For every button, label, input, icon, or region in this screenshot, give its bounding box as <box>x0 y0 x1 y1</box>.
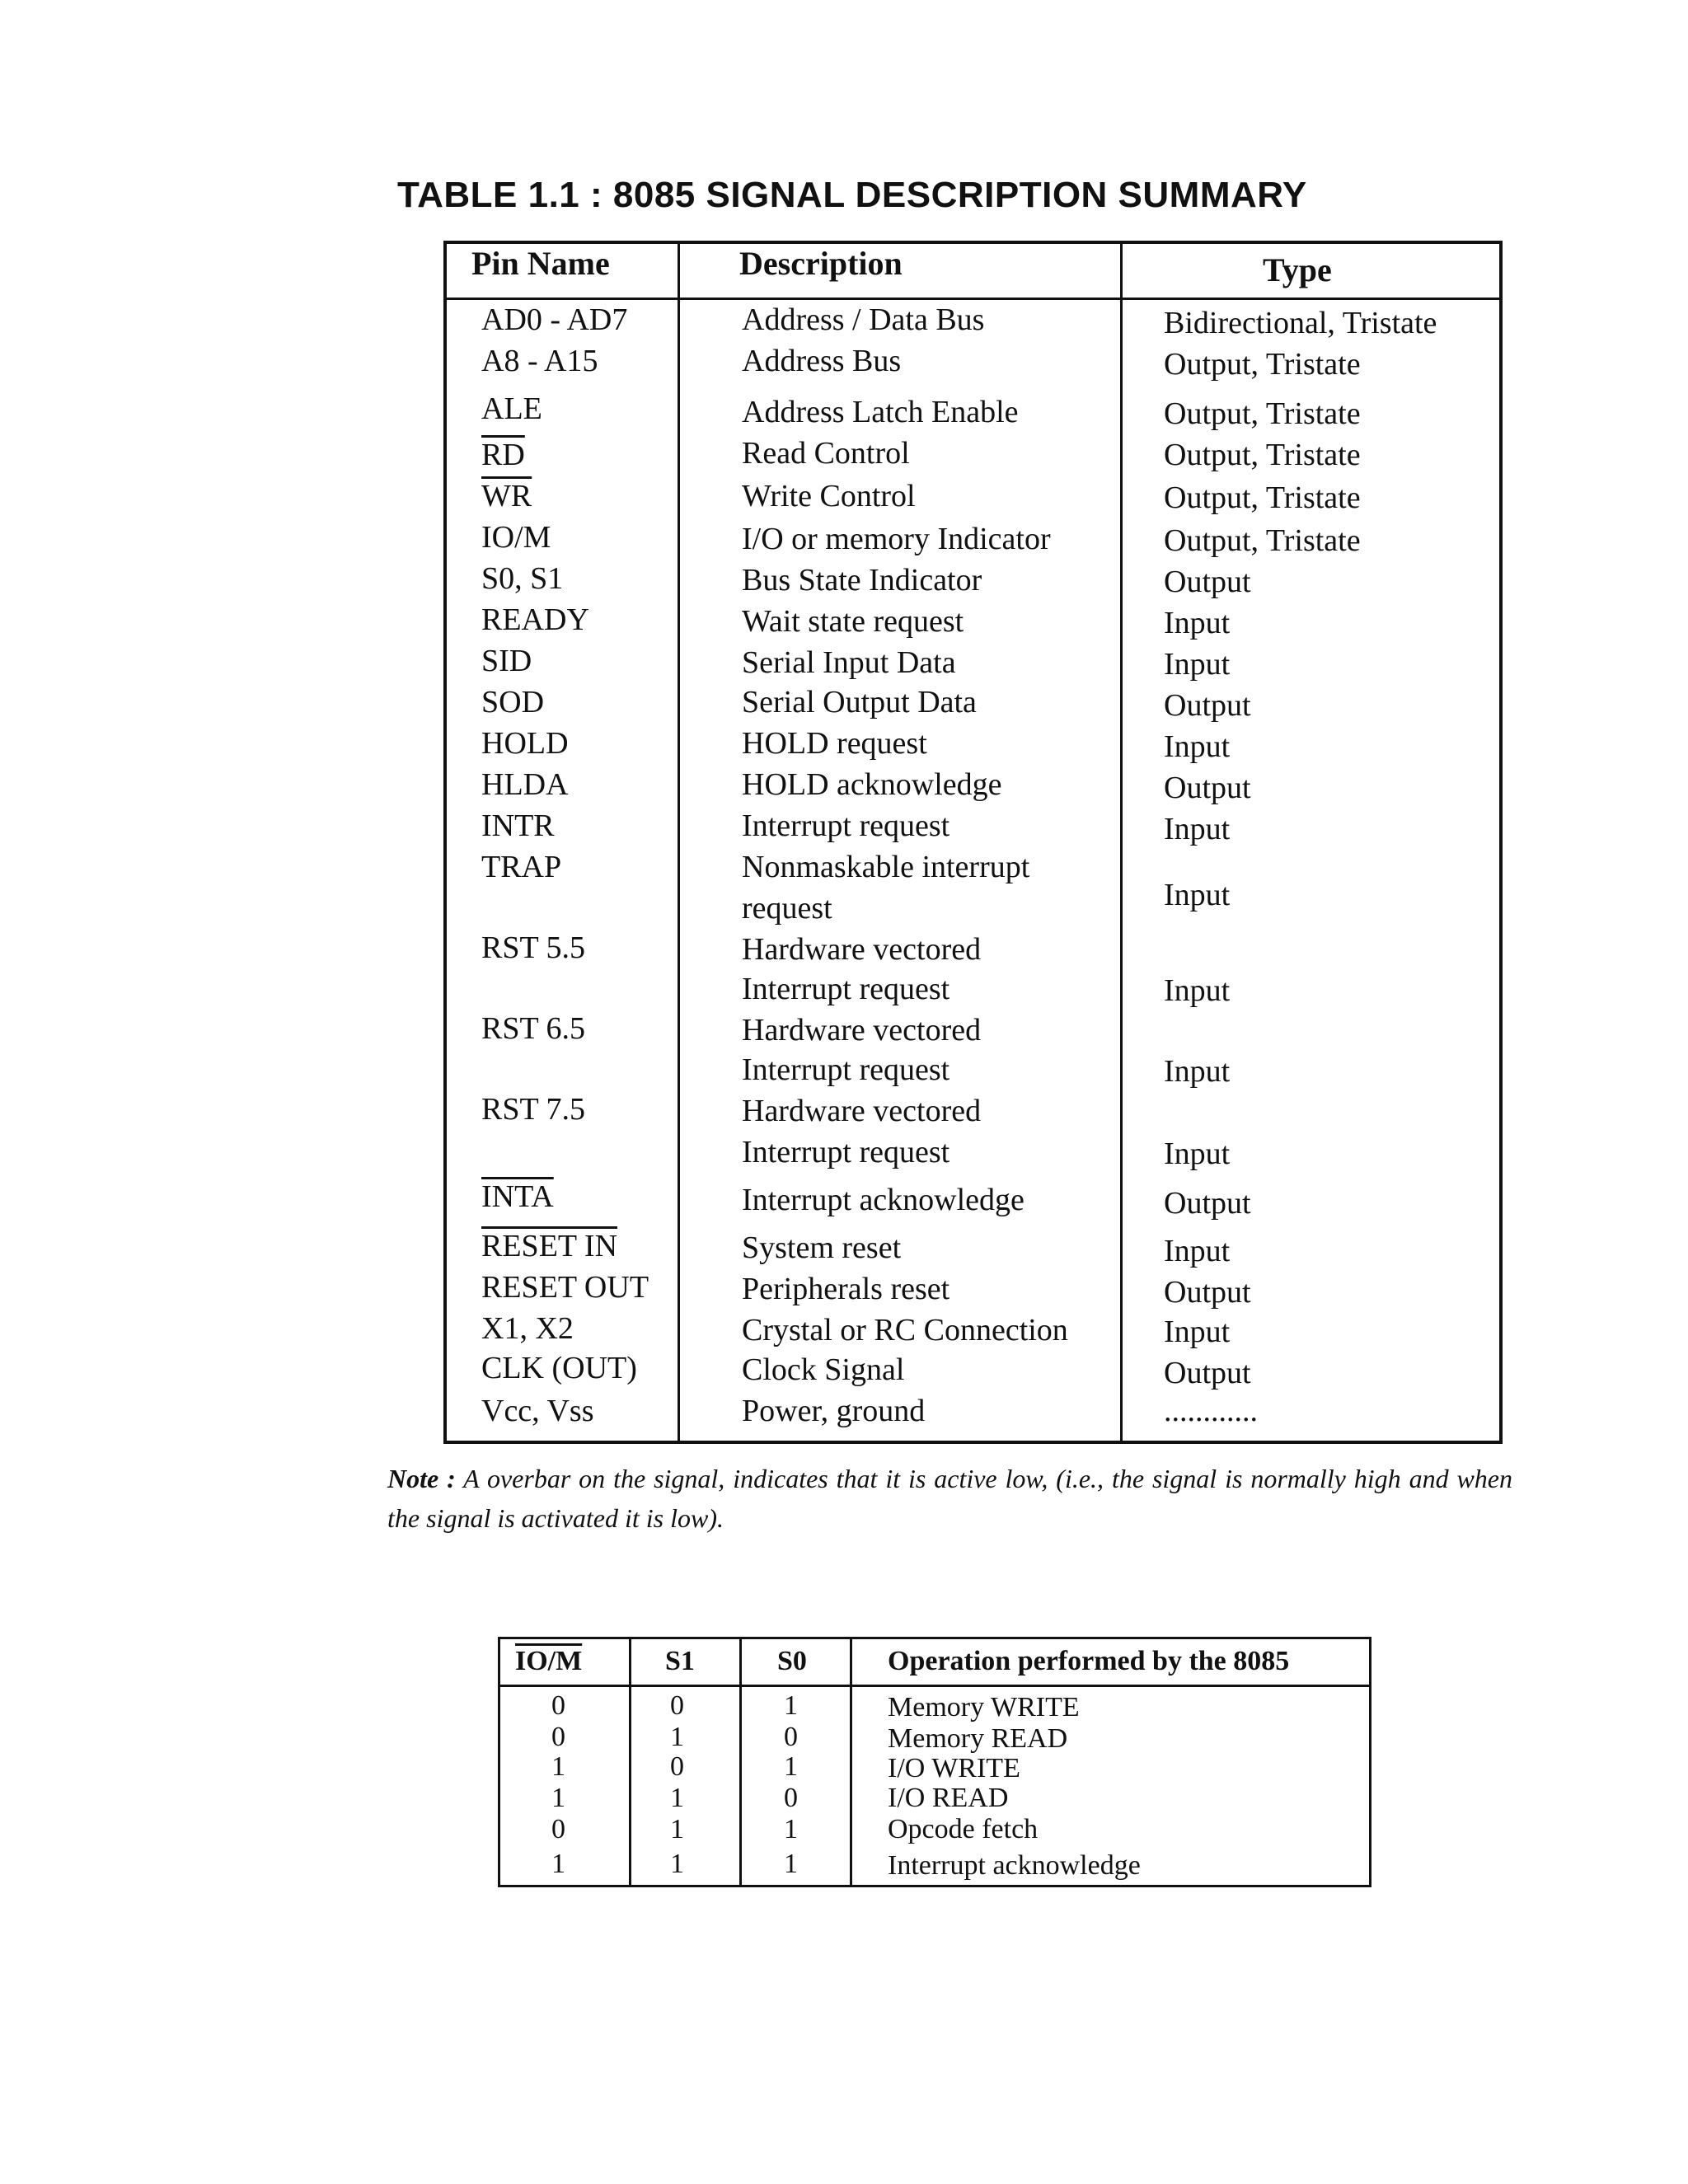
io-m-value: 0 <box>551 1690 565 1721</box>
pin-name-cell: RESET IN <box>481 1229 618 1263</box>
type-cell: Output <box>1164 565 1251 599</box>
header-s0: S0 <box>777 1646 807 1676</box>
type-cell: Output <box>1164 1275 1251 1310</box>
pin-name-cell: TRAP <box>481 850 562 884</box>
pin-name-cell: SOD <box>481 685 545 719</box>
description-cell-cont: Interrupt request <box>742 972 950 1006</box>
pin-name-cell: AD0 - AD7 <box>481 302 628 337</box>
description-cell: Address Bus <box>742 344 902 378</box>
s1-value: 1 <box>670 1783 684 1813</box>
s1-value: 0 <box>670 1690 684 1721</box>
type-cell: Input <box>1164 647 1231 682</box>
description-cell: I/O or memory Indicator <box>742 522 1051 556</box>
s0-value: 0 <box>784 1783 798 1813</box>
header-io-m: IO/M <box>515 1646 583 1676</box>
header-divider <box>447 298 1499 300</box>
io-m-value: 1 <box>551 1751 565 1782</box>
s0-value: 1 <box>784 1849 798 1879</box>
type-cell: Input <box>1164 1054 1231 1089</box>
header-description: Description <box>739 245 903 282</box>
pin-name-cell: HOLD <box>481 726 569 761</box>
header-type: Type <box>1263 251 1332 288</box>
type-cell: Output, Tristate <box>1164 347 1361 382</box>
pin-name-cell: ALE <box>481 391 542 426</box>
description-cell-cont: Interrupt request <box>742 1052 950 1087</box>
description-cell: Interrupt request <box>742 808 950 843</box>
description-cell: Power, ground <box>742 1394 926 1428</box>
description-cell: Nonmaskable interrupt <box>742 850 1030 884</box>
description-cell: Peripherals reset <box>742 1272 950 1306</box>
description-cell-cont: Interrupt request <box>742 1135 950 1169</box>
header-operation: Operation performed by the 8085 <box>888 1646 1290 1676</box>
s0-value: 1 <box>784 1814 798 1844</box>
pin-name-cell: $\overline{WR}$ <box>481 479 532 513</box>
pin-name-cell: INTA <box>481 1179 554 1214</box>
type-cell: Input <box>1164 973 1231 1008</box>
type-cell: Output, Tristate <box>1164 480 1361 515</box>
type-cell: Output <box>1164 771 1251 805</box>
description-cell: Hardware vectored <box>742 1094 982 1128</box>
type-cell: Output, Tristate <box>1164 523 1361 558</box>
type-cell: Input <box>1164 812 1231 846</box>
description-cell: Hardware vectored <box>742 1013 982 1047</box>
column-divider <box>1120 244 1123 1441</box>
pin-name-cell: SID <box>481 644 532 678</box>
s1-value: 1 <box>670 1849 684 1879</box>
type-cell: ............ <box>1164 1394 1258 1428</box>
description-cell: Clock Signal <box>742 1352 905 1387</box>
description-cell: HOLD acknowledge <box>742 767 1002 802</box>
signal-table <box>443 241 1503 1444</box>
io-m-value: 0 <box>551 1722 565 1752</box>
pin-name-cell: Vcc, Vss <box>481 1394 594 1428</box>
pin-name-cell: READY <box>481 602 589 637</box>
description-cell: HOLD request <box>742 726 927 761</box>
operation-value: Opcode fetch <box>888 1814 1039 1844</box>
type-cell: Input <box>1164 1315 1231 1349</box>
description-cell: Serial Output Data <box>742 685 977 719</box>
pin-name-cell: $\overline{RD}$ <box>481 438 525 472</box>
pin-name-cell: CLK (OUT) <box>481 1351 637 1385</box>
pin-name-cell: RST 5.5 <box>481 930 586 965</box>
type-cell: Output, Tristate <box>1164 438 1361 472</box>
s1-value: 1 <box>670 1722 684 1752</box>
header-s1: S1 <box>665 1646 695 1676</box>
description-cell-cont: request <box>742 891 832 926</box>
pin-name-cell: IO/M <box>481 520 551 555</box>
pin-name-cell: A8 - A15 <box>481 344 598 378</box>
description-cell: Address / Data Bus <box>742 302 985 337</box>
operation-value: I/O WRITE <box>888 1753 1020 1783</box>
type-cell: Output <box>1164 1186 1251 1221</box>
description-cell: System reset <box>742 1230 902 1265</box>
description-cell: Bus State Indicator <box>742 563 982 598</box>
table-title: TABLE 1.1 : 8085 SIGNAL DESCRIPTION SUMMARY <box>397 175 1307 215</box>
type-cell: Output <box>1164 1356 1251 1390</box>
type-cell: Input <box>1164 729 1231 764</box>
type-cell: Output <box>1164 688 1251 723</box>
column-divider <box>629 1639 631 1885</box>
header-divider <box>500 1685 1369 1687</box>
description-cell: Write Control <box>742 479 916 513</box>
column-divider <box>850 1639 852 1885</box>
pin-name-cell: RST 7.5 <box>481 1092 586 1127</box>
type-cell: Bidirectional, Tristate <box>1164 306 1437 340</box>
s0-value: 1 <box>784 1751 798 1782</box>
description-cell: Wait state request <box>742 604 964 639</box>
pin-name-cell: RESET OUT <box>481 1270 649 1305</box>
s0-value: 0 <box>784 1722 798 1752</box>
description-cell: Address Latch Enable <box>742 395 1019 429</box>
type-cell: Input <box>1164 606 1231 640</box>
note-label: Note : <box>387 1464 456 1493</box>
pin-name-cell: X1, X2 <box>481 1311 574 1346</box>
type-cell: Input <box>1164 1234 1231 1268</box>
operation-value: Interrupt acknowledge <box>888 1850 1141 1881</box>
s1-value: 1 <box>670 1814 684 1844</box>
type-cell: Output, Tristate <box>1164 396 1361 431</box>
column-divider <box>678 244 680 1441</box>
pin-name-cell: INTR <box>481 808 555 843</box>
io-m-value: 1 <box>551 1849 565 1879</box>
s0-value: 1 <box>784 1690 798 1721</box>
note-text: A overbar on the signal, indicates that it is active low, (i.e., the signal is normally high and when the signal is activated it is low). <box>387 1464 1513 1533</box>
description-cell: Serial Input Data <box>742 645 956 680</box>
description-cell: Hardware vectored <box>742 932 982 967</box>
type-cell: Input <box>1164 1137 1231 1171</box>
s1-value: 0 <box>670 1751 684 1782</box>
pin-name-cell: RST 6.5 <box>481 1011 586 1046</box>
description-cell: Read Control <box>742 436 910 471</box>
type-cell: Input <box>1164 878 1231 912</box>
column-divider <box>739 1639 742 1885</box>
header-pin-name: Pin Name <box>471 245 610 282</box>
pin-name-cell: HLDA <box>481 767 569 802</box>
operation-value: Memory READ <box>888 1723 1068 1754</box>
operation-value: Memory WRITE <box>888 1692 1080 1722</box>
operation-value: I/O READ <box>888 1783 1009 1813</box>
io-m-value: 0 <box>551 1814 565 1844</box>
description-cell: Crystal or RC Connection <box>742 1313 1068 1347</box>
pin-name-cell: S0, S1 <box>481 561 564 596</box>
footnote <box>387 1459 1512 1538</box>
io-m-value: 1 <box>551 1783 565 1813</box>
status-table <box>498 1637 1372 1887</box>
description-cell: Interrupt acknowledge <box>742 1183 1025 1217</box>
